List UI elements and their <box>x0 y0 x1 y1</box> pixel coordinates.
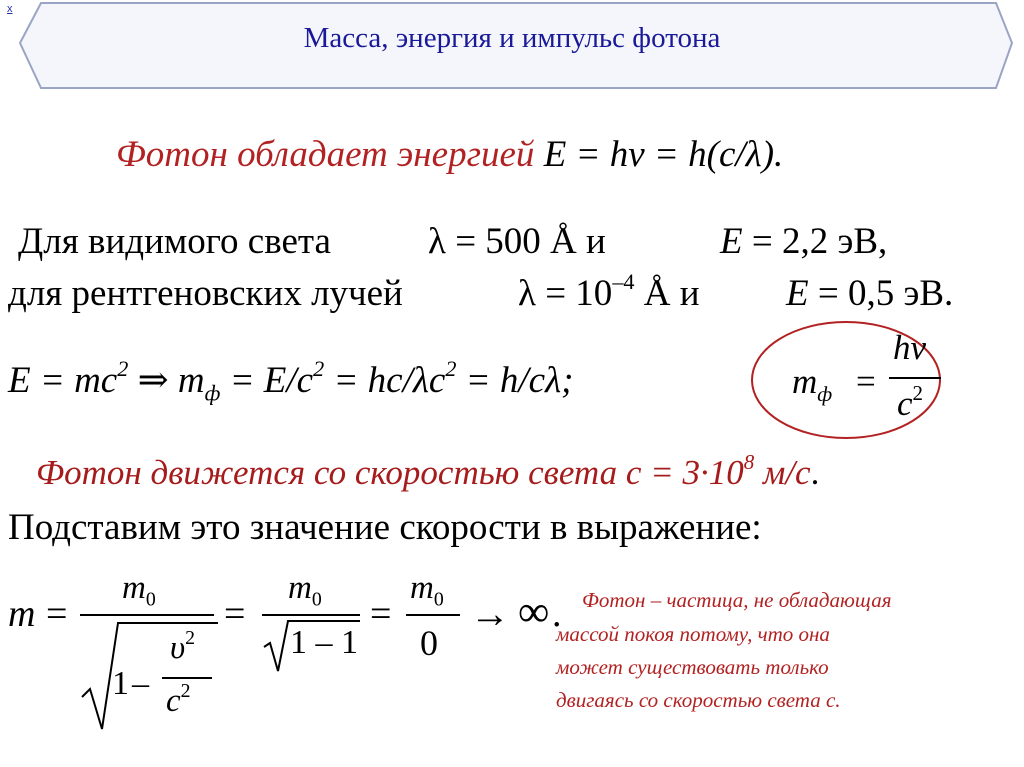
fraction-line-3 <box>406 614 460 616</box>
photon-speed-statement: Фотон движется со скоростью света $c = 3\cdot 10^8$ м/с. <box>36 450 820 492</box>
xray-label: для рентгеновских лучей <box>8 273 403 314</box>
xray-lambda: $\lambda = 10^{-4}$ Å и <box>518 269 700 314</box>
substitute-text: Подставим это значение скорости в выражение: <box>8 507 762 548</box>
note-line: может существовать только <box>556 655 829 679</box>
xray-line <box>8 272 403 315</box>
mass-derivation: $E = mc^2$ ⇒ $m_ф = E/c^2 = hc/\lambda c^2 = h/c\lambda$; <box>8 356 574 406</box>
energy-statement <box>116 133 783 176</box>
note-line: массой покоя потому, что она <box>556 622 830 646</box>
fraction-line-2 <box>262 614 360 616</box>
xray-energy: E = 0,5 эВ. <box>786 273 954 314</box>
mass-formula-numerator: hν <box>893 328 927 367</box>
note-line: двигаясь со скоростью света с. <box>556 688 841 712</box>
energy-statement-prefix: Фотон обладает энергией <box>116 134 544 175</box>
note-line: Фотон – частица, не обладающая <box>582 588 892 612</box>
fraction-line-1 <box>80 614 214 616</box>
close-link[interactable]: x <box>7 3 13 15</box>
visible-light-label: Для видимого света <box>18 221 331 262</box>
implies-icon: ⇒ <box>137 360 169 401</box>
visible-light-energy: E = 2,2 эВ, <box>720 221 888 262</box>
mass-formula-eq: = <box>856 362 876 401</box>
arrow-icon: → <box>470 591 510 636</box>
fraction-line-inner <box>162 677 212 679</box>
mass-formula-denominator: $c^2$ <box>897 381 924 423</box>
energy-formula: E = hν = h(c/λ). <box>543 134 784 175</box>
mass-formula-lhs: $m_ф$ <box>792 362 833 406</box>
sqrt-icon-1 <box>80 617 220 732</box>
visible-light-lambda: λ = 500 Å и <box>428 221 606 262</box>
infinity-icon: ∞ <box>518 587 550 636</box>
page-title: Масса, энергия и импульс фотона <box>303 22 721 54</box>
mass-formula-fraction-line <box>889 377 941 379</box>
visible-light-line <box>18 220 331 263</box>
